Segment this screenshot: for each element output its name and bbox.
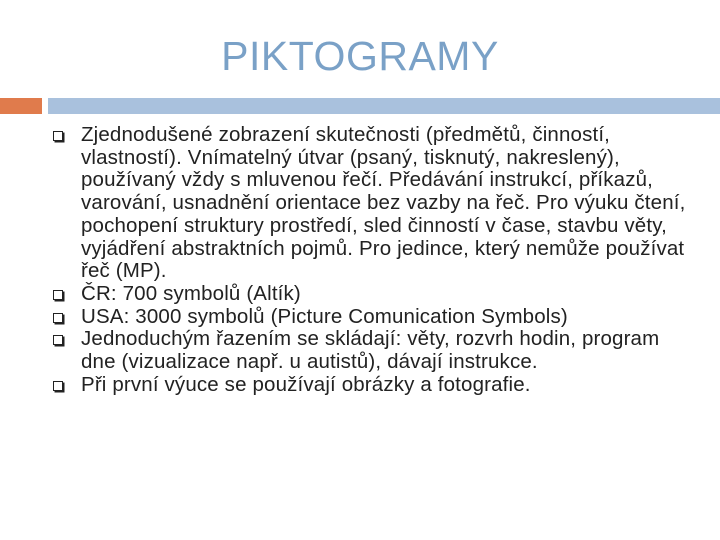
bullet-item — [50, 306, 690, 329]
square-bullet-icon — [53, 335, 63, 345]
bullet-text: ČR: 700 symbolů (Altík) — [81, 281, 301, 305]
bullet-item — [50, 328, 690, 373]
square-bullet-icon — [53, 313, 63, 323]
bullet-item — [50, 124, 690, 283]
square-bullet-icon — [53, 381, 63, 391]
bullet-item — [50, 283, 690, 306]
square-bullet-icon — [53, 290, 63, 300]
bullet-text: Zjednodušené zobrazení skutečnosti (předmětů, činností, vlastností). Vnímatelný útvar (psaný, tisknutý, nakreslený), používaný vždy s mluvenou řečí. Předávání instrukcí, příkazů, varování, usnadnění orientace bez vazby na řeč. Pro výuku čtení, pochopení struktury prostředí, sled činností v čase, stavbu věty, vyjádření abstraktních pojmů. Pro jedince, který nemůže používat řeč (MP). — [81, 123, 686, 283]
square-bullet-icon — [53, 131, 63, 141]
bullet-text: Při první výuce se používají obrázky a fotografie. — [81, 372, 531, 396]
title-rule-accent — [0, 98, 42, 114]
title-rule — [48, 98, 720, 114]
bullet-text: Jednoduchým řazením se skládají: věty, rozvrh hodin, program dne (vizualizace např. u autistů), dávají instrukce. — [81, 327, 660, 374]
bullet-text: USA: 3000 symbolů (Picture Comunication Symbols) — [81, 304, 568, 328]
slide-title: PIKTOGRAMY — [221, 33, 499, 79]
bullet-list — [50, 124, 690, 396]
bullet-item — [50, 374, 690, 397]
